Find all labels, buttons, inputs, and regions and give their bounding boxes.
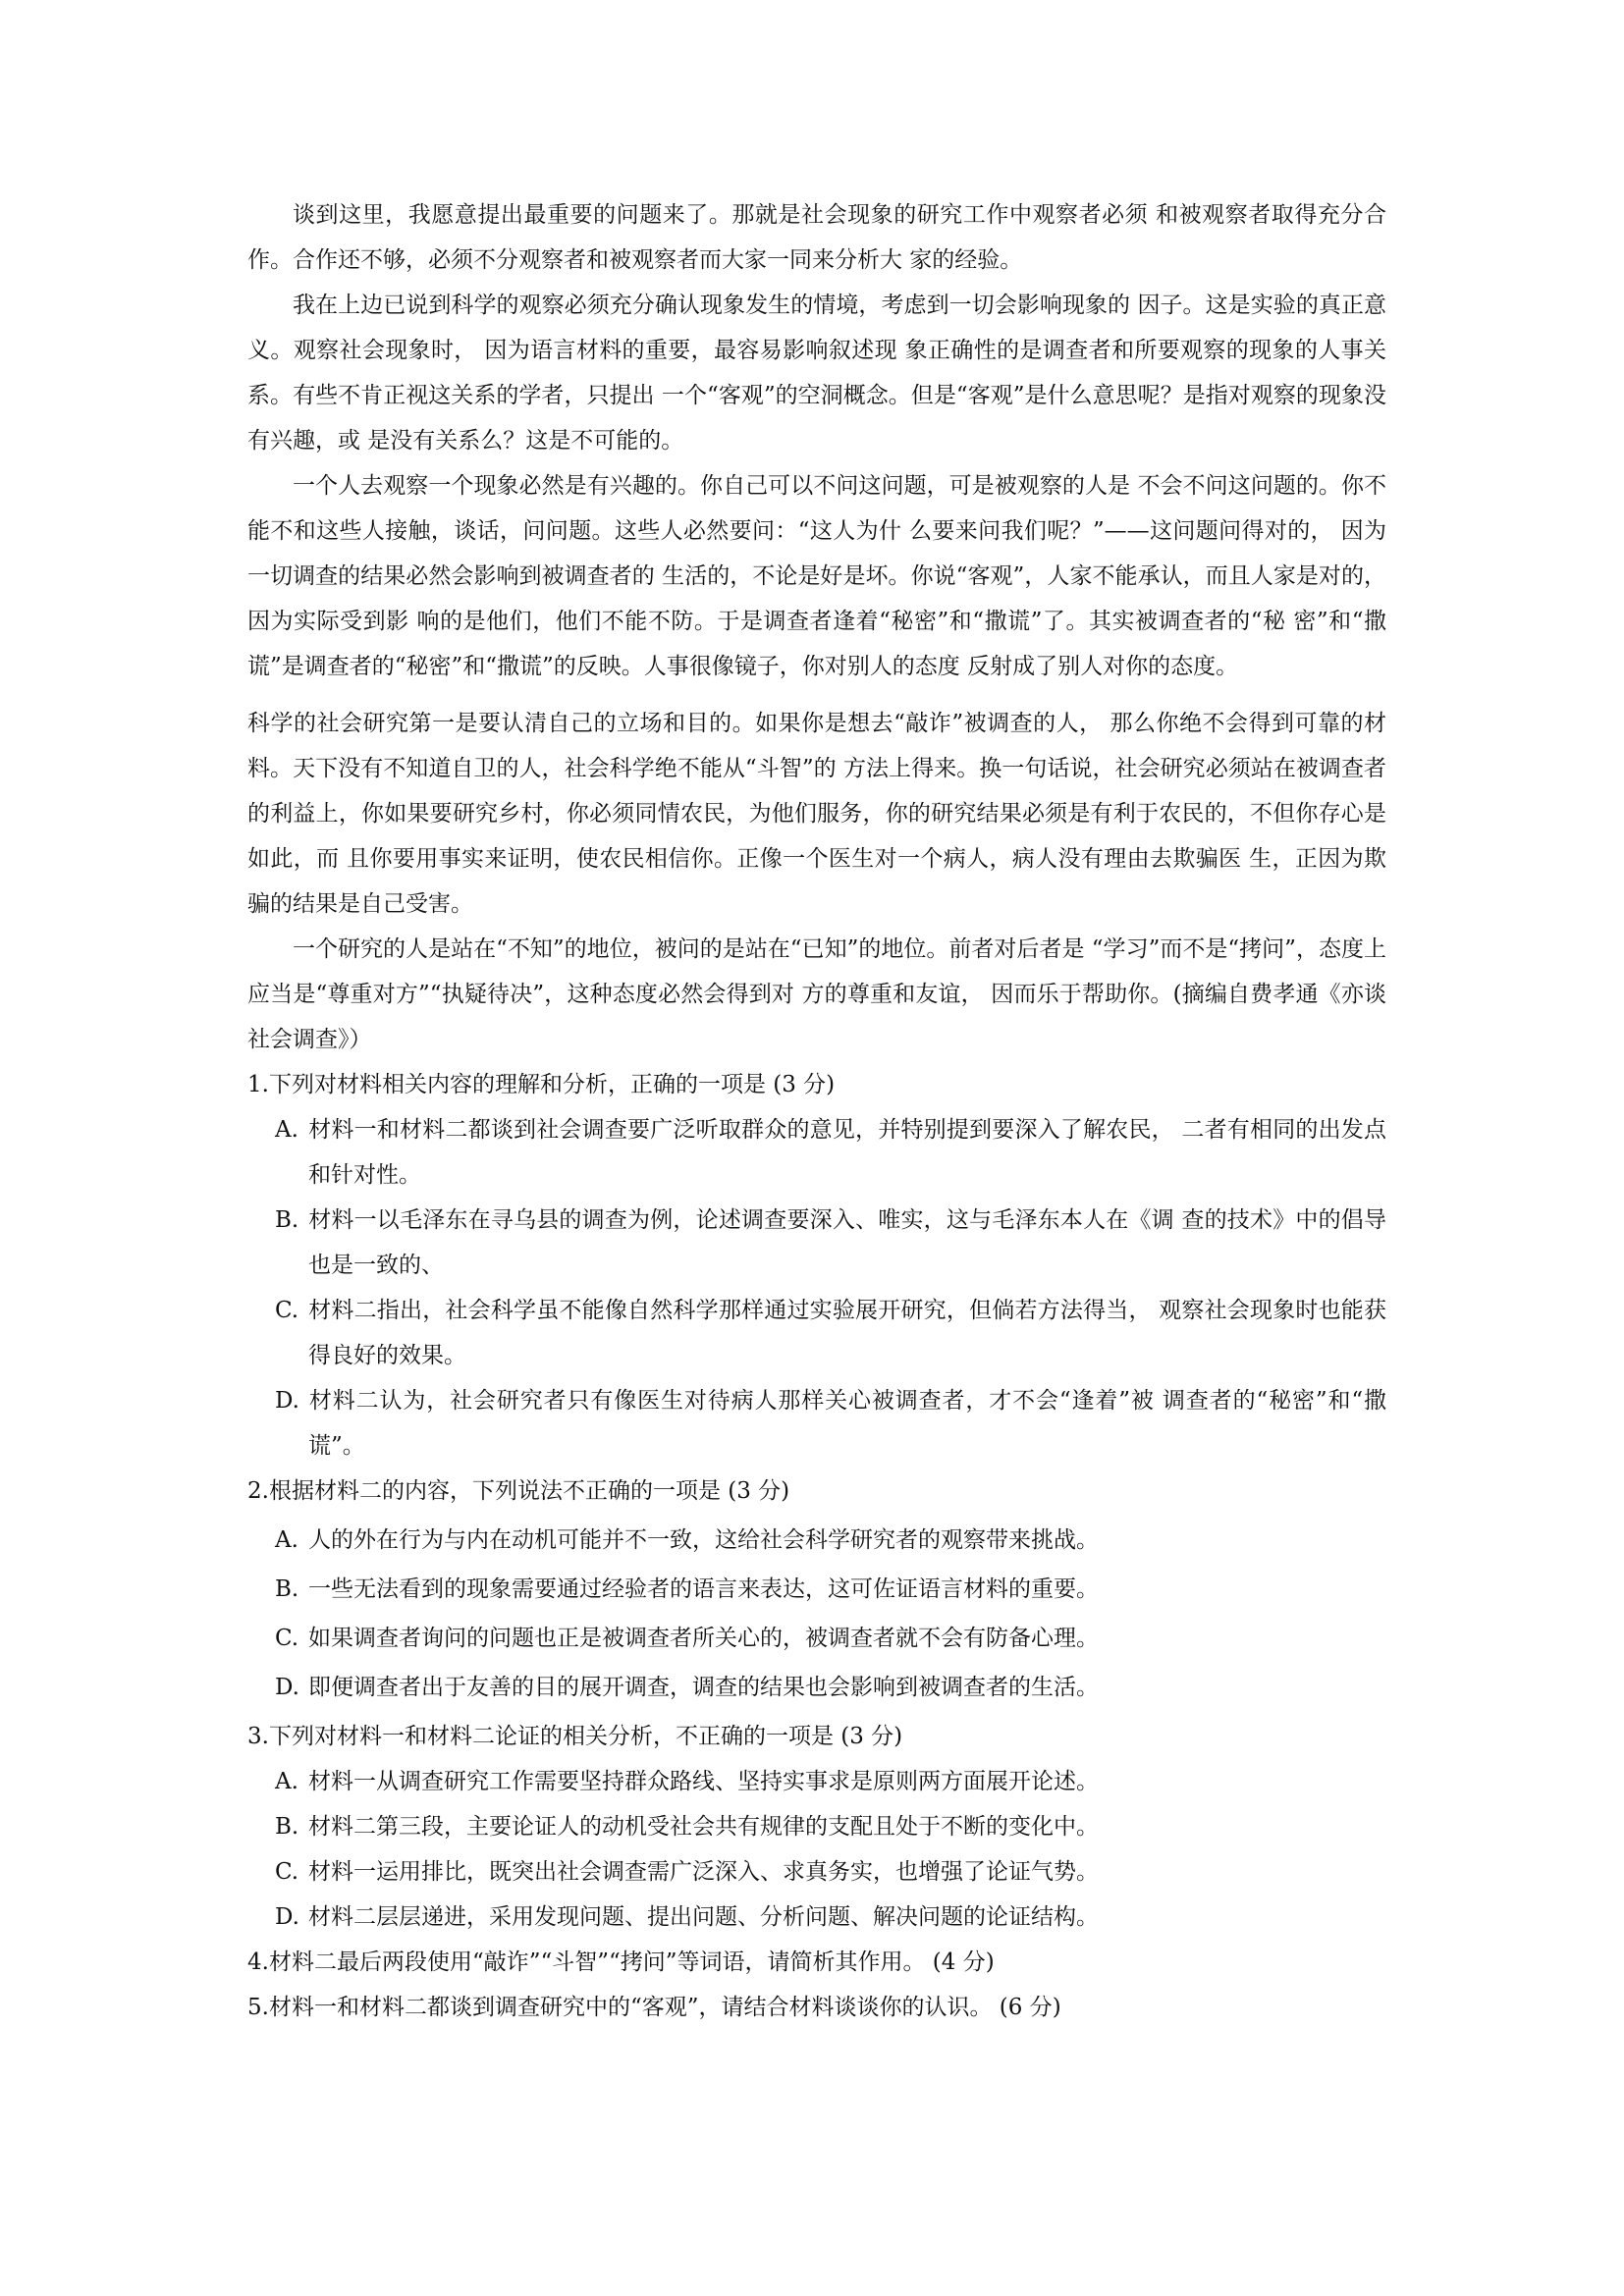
option-c	[275, 1616, 1386, 1661]
option-letter: C.	[275, 1626, 299, 1651]
option-b	[275, 1804, 1386, 1849]
passage-paragraph: 一个人去观察一个现象必然是有兴趣的。你自己可以不问这问题，可是被观察的人是 不会不问这问题的。你不能不和这些人接触，谈话，问问题。这些人必然要问：“这人为什 么要来问我们呢？”——这问题问得对的， 因为一切调查的结果必然会影响到被调查者的 生活的，不论是好是坏。你说“客观”，人家不能承认，而且人家是对的，因为实际受到影 响的是他们，他们不能不防。于是调查者逢着“秘密”和“撒谎”了。其实被调查者的“秘 密”和“撒谎”是调查者的“秘密”和“撒谎”的反映。人事很像镜子，你对别人的态度 反射成了别人对你的态度。	[247, 473, 1386, 679]
reading-passage	[247, 192, 1386, 1062]
passage-paragraph: 谈到这里，我愿意提出最重要的问题来了。那就是社会现象的研究工作中观察者必须 和被观察者取得充分合作。合作还不够，必须不分观察者和被观察者而大家一同来分析大 家的经验。	[247, 202, 1386, 273]
option-c	[275, 1849, 1386, 1895]
question-stem: 3.下列对材料一和材料二论证的相关分析，不正确的一项是 (3 分)	[247, 1724, 903, 1749]
option-b	[275, 1198, 1386, 1288]
question-stem: 2.根据材料二的内容，下列说法不正确的一项是 (3 分)	[247, 1478, 790, 1504]
option-list	[247, 1518, 1386, 1710]
option-text: 材料二层层递进，采用发现问题、提出问题、分析问题、解决问题的论证结构。	[308, 1904, 1099, 1930]
question-stem: 4.材料二最后两段使用“敲诈”“斗智”“拷问”等词语，请简析其作用。 (4 分)	[247, 1949, 995, 1975]
option-text: 材料一和材料二都谈到社会调查要广泛听取群众的意见，并特别提到要深入了解农民， 二者有相同的出发点和针对性。	[308, 1117, 1386, 1188]
option-list	[247, 1759, 1386, 1940]
question-4	[247, 1940, 1386, 1985]
option-text: 材料一以毛泽东在寻乌县的调查为例，论述调查要深入、唯实，这与毛泽东本人在《调 查的技术》中的倡导也是一致的、	[308, 1207, 1386, 1278]
option-list	[247, 1107, 1386, 1468]
question-stem: 1.下列对材料相关内容的理解和分析，正确的一项是 (3 分)	[247, 1072, 836, 1097]
option-d	[275, 1665, 1386, 1710]
option-letter: A.	[275, 1117, 298, 1143]
option-text: 如果调查者询问的问题也正是被调查者所关心的，被调查者就不会有防备心理。	[308, 1626, 1099, 1651]
option-text: 材料二指出，社会科学虽不能像自然科学那样通过实验展开研究，但倘若方法得当， 观察社会现象时也能获得良好的效果。	[308, 1298, 1386, 1368]
passage-paragraph: 我在上边已说到科学的观察必须充分确认现象发生的情境，考虑到一切会影响现象的 因子。这是实验的真正意义。观察社会现象时， 因为语言材料的重要，最容易影响叙述现 象正确性的是调查者和所要观察的现象的人事关系。有些不肯正视这关系的学者，只提出 一个“客观”的空洞概念。但是“客观”是什么意思呢？是指对观察的现象没有兴趣，或 是没有关系么？这是不可能的。	[247, 293, 1386, 454]
question-stem: 5.材料一和材料二都谈到调查研究中的“客观”，请结合材料谈谈你的认识。 (6 分)	[247, 1995, 1061, 2020]
option-letter: B.	[275, 1814, 299, 1840]
question-5	[247, 1985, 1386, 2030]
option-letter: A.	[275, 1527, 298, 1553]
option-text: 一些无法看到的现象需要通过经验者的语言来表达，这可佐证语言材料的重要。	[308, 1576, 1099, 1602]
option-text: 材料二认为，社会研究者只有像医生对待病人那样关心被调查者，才不会“逢着”被 调查者的“秘密”和“撒谎”。	[308, 1388, 1386, 1459]
question-1	[247, 1062, 1386, 1468]
option-letter: D.	[275, 1904, 299, 1930]
passage-paragraph: 一个研究的人是站在“不知”的地位，被问的是站在“已知”的地位。前者对后者是 “学习”而不是“拷问”，态度上应当是“尊重对方”“执疑待决”，这种态度必然会得到对 方的尊重和友谊， 因而乐于帮助你。(摘编自费孝通《亦谈社会调查》）	[247, 936, 1386, 1052]
option-text: 人的外在行为与内在动机可能并不一致，这给社会科学研究者的观察带来挑战。	[308, 1527, 1099, 1553]
question-3	[247, 1714, 1386, 1940]
passage-paragraph: 科学的社会研究第一是要认清自己的立场和目的。如果你是想去“敲诈”被调查的人， 那么你绝不会得到可靠的材料。天下没有不知道自卫的人，社会科学绝不能从“斗智”的 方法上得来。换一句话说，社会研究必须站在被调查者的利益上，你如果要研究乡村，你必须同情农民，为他们服务，你的研究结果必须是有利于农民的，不但你存心是如此，而 且你要用事实来证明，使农民相信你。正像一个医生对一个病人，病人没有理由去欺骗医 生，正因为欺骗的结果是自己受害。	[247, 711, 1386, 917]
option-letter: B.	[275, 1207, 299, 1233]
option-a	[275, 1759, 1386, 1804]
option-d	[275, 1895, 1386, 1940]
option-text: 材料一从调查研究工作需要坚持群众路线、坚持实事求是原则两方面展开论述。	[308, 1769, 1099, 1794]
question-2	[247, 1468, 1386, 1710]
exam-page	[247, 192, 1386, 2030]
option-d	[275, 1378, 1386, 1468]
option-a	[275, 1518, 1386, 1563]
option-letter: C.	[275, 1298, 299, 1323]
option-text: 材料一运用排比，既突出社会调查需广泛深入、求真务实，也增强了论证气势。	[308, 1859, 1099, 1885]
option-letter: D.	[275, 1675, 299, 1700]
option-text: 材料二第三段，主要论证人的动机受社会共有规律的支配且处于不断的变化中。	[308, 1814, 1099, 1840]
option-b	[275, 1567, 1386, 1612]
option-letter: B.	[275, 1576, 299, 1602]
option-letter: A.	[275, 1769, 298, 1794]
option-text: 即便调查者出于友善的目的展开调查，调查的结果也会影响到被调查者的生活。	[308, 1675, 1099, 1700]
option-c	[275, 1288, 1386, 1378]
option-letter: C.	[275, 1859, 299, 1885]
option-a	[275, 1107, 1386, 1198]
option-letter: D.	[275, 1388, 299, 1414]
